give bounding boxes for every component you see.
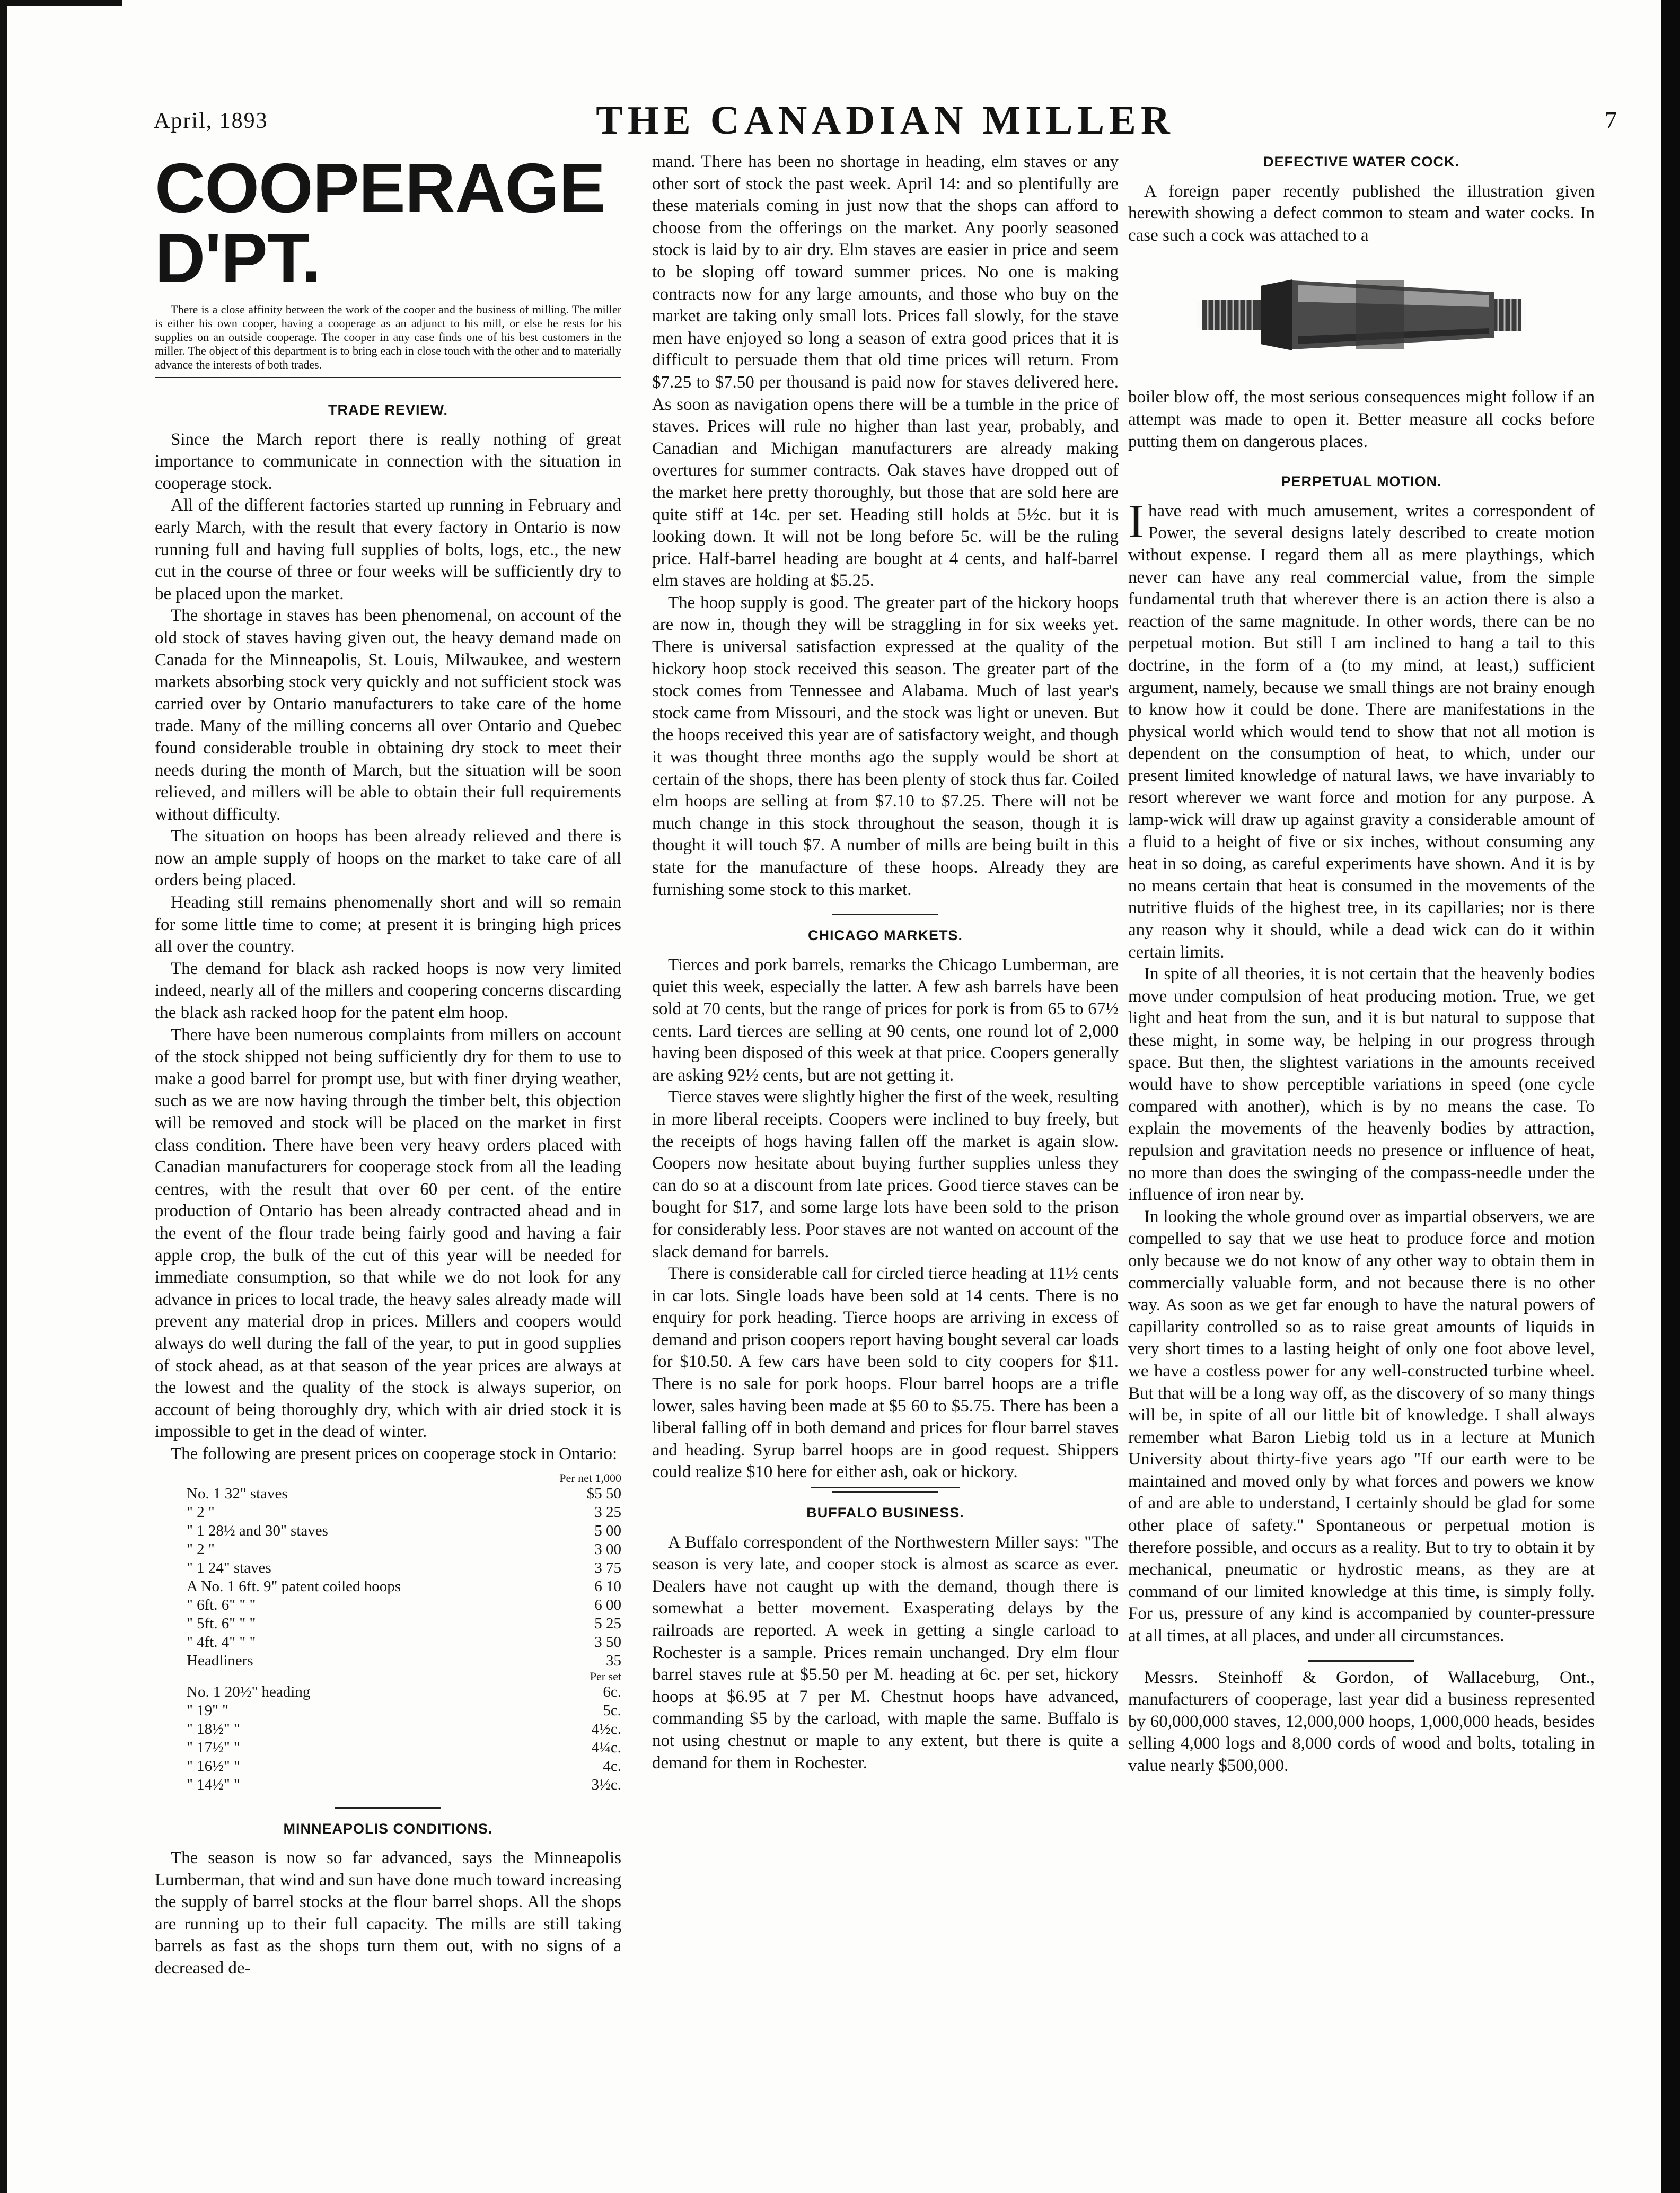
water-cock-illustration — [1197, 265, 1526, 365]
price-item: " 4ft. 4" " " — [187, 1633, 256, 1651]
price-row — [155, 1503, 621, 1522]
divider — [335, 1807, 441, 1809]
price-item: " 5ft. 6" " " — [187, 1615, 256, 1632]
price-item: A No. 1 6ft. 9" patent coiled hoops — [187, 1577, 401, 1595]
price-row — [155, 1652, 621, 1670]
paragraph-text: have read with much amusement, writes a correspondent of Power, the several designs lately described to create motion without expense. I regard them all as mere playthings, which never can have any real commercial value, from the simple fundamental truth that wherever there is an action there is also a reaction of the same magnitude. In other words, there can be no perpetual motion. But still I am inclined to hang a tail to this doctrine, in the form of a (to my mind, at least,) sufficient argument, namely, because we small things are not brainy enough to know how it could be done. There are manifestations in the physical world which would tend to show that not all motion is dependent on the consumption of heat, to which, under our present limited knowledge of natural laws, we have invariably to resort wherever we want force and motion for any purpose. A lamp-wick will draw up against gravity a considerable amount of a fluid to a height of five or six inches, without consuming any heat in so doing, as careful experiments have shown. And it is by no means certain that heat is consumed in the movements of the nutritive fluids of the highest tree, in its capillaries; nor is there any reason why it should, while a dead wick can do it within certain limits. — [1128, 501, 1595, 962]
paragraph: A foreign paper recently published the illustration given herewith showing a defect common to steam and water cocks. In case such a cock was attached to a — [1128, 181, 1595, 245]
threaded-end-left — [1202, 300, 1261, 330]
paragraph: In looking the whole ground over as impartial observers, we are compelled to say that we use heat to produce force and motion only because we do not know of any other way to obtain them in commercially valuable form, and not because there is no other way. As soon as we get far enough to have the natural powers of capillarity controlled so as to raise great amounts of liquids in very short times to a lasting height of only one foot above level, we have a costless power for any well-constructed turbine wheel. But that will be a long way off, as the discovery of so many things will be, in spite of all our little bit of knowledge. I shall always remember what Baron Liebig told us in a lecture at Munich University about thirty-five years ago "If our earth were to be maintained and moved only by what forces and powers we know of and are able to understand, I certainly should be glad for some other place of safety." Spontaneous or perpetual motion is therefore possible, and occurs as a reality. But to try to obtain it by mechanical, pneumatic or hydrostic means, as they are at command of our limited knowledge at this time, is simply folly. For us, pressure of any kind is accompanied by counter-pressure at all times, at all places, and under all circumstances. — [1128, 1207, 1595, 1646]
price-value: 4½c. — [591, 1720, 621, 1738]
price-value: 5c. — [603, 1701, 621, 1719]
hex-nut — [1261, 279, 1292, 350]
water-cock-heading: DEFECTIVE WATER COCK. — [1263, 154, 1459, 170]
price-item: " 1 28½ and 30" staves — [187, 1522, 328, 1539]
paragraph: In spite of all theories, it is not certain that the heavenly bodies move under compulsion of heat producing motion. True, we get light and heat from the sun, and it is but natural to suppose that these might, in some way, be helping in our progress through space. But then, the slightest variations in the amounts received would have to show perceptible variations in speed (one cycle compared with another), which is by no means the case. To explain the movements of the heavenly bodies by attraction, repulsion and gravitation needs no presence or influence of heat, no more than does the swinging of the compass-needle under the influence of iron near by. — [1128, 964, 1595, 1205]
price-row — [155, 1776, 621, 1794]
price-item: " 6ft. 6" " " — [187, 1596, 256, 1613]
divider — [811, 1487, 960, 1488]
paragraph: A Buffalo correspondent of the Northwestern Miller says: "The season is very late, and cooper stock is almost as scarce as ever. Dealers have not caught up with the demand, though there is somewhat a better movement. Exasperating delays by the railroads are reported. A week in getting a single carload to Rochester is a sample. Prices remain unchanged. Dry elm flour barrel staves rule at $5.50 per M. heading at 6c. per set, hickory hoops at $6.95 at 7 per M. Chestnut hoops have advanced, commanding $5 by the carload, with maple the same. Buffalo is not using chestnut or maple to any extent, but there is quite a demand for them in Rochester. — [652, 1532, 1119, 1773]
paragraph: All of the different factories started up running in February and early March, with the result that every factory in Ontario is now running full and having full supplies of bolts, logs, etc., the new cut in the course of three or four weeks will be sufficiently dry to be placed upon the market. — [155, 496, 621, 603]
threaded-end-right — [1494, 299, 1521, 331]
price-value: 5 25 — [594, 1615, 621, 1632]
divider — [832, 914, 938, 915]
price-value: 6 00 — [594, 1596, 621, 1613]
price-row — [155, 1485, 621, 1503]
price-value: 6 10 — [594, 1577, 621, 1595]
price-value: 4c. — [603, 1757, 621, 1775]
minneapolis-heading: MINNEAPOLIS CONDITIONS. — [283, 1820, 493, 1837]
price-item: " 1 24" staves — [187, 1559, 271, 1576]
price-value: $5 50 — [586, 1485, 621, 1502]
price-value: 5 00 — [594, 1522, 621, 1539]
price-row — [155, 1757, 621, 1776]
price-row — [155, 1522, 621, 1540]
publication-title: THE CANADIAN MILLER — [596, 98, 1175, 143]
price-table-header: Per set — [590, 1669, 621, 1683]
drop-cap: I — [1128, 495, 1144, 548]
price-item: " 2 " — [187, 1540, 215, 1558]
column-2 — [652, 151, 1119, 1774]
column-1 — [155, 151, 621, 1980]
price-item: No. 1 20½" heading — [187, 1683, 311, 1700]
price-item: " 2 " — [187, 1503, 215, 1521]
paragraph: There have been numerous complaints from millers on account of the stock shipped not being sufficiently dry for them to use to make a good barrel for prompt use, but with finer drying weather, such as we are now having through the timber belt, this objection will be removed and stock will be placed on the market in first class condition. There have been very heavy orders placed with Canadian manufacturers for cooperage stock from all the leading centres, with the result that over 60 per cent. of the entire production of Ontario has been already contracted ahead and in the event of the flour trade being fairly good and having a fair apple crop, the bulk of the cut of this year will be needed for immediate consumption, so that while we do not look for any advance in prices to local trade, the heavy sales already made will prevent any material drop in prices. Millers and coopers would always do well during the fall of the year, to put in good supplies of stock ahead, as at that season of the year prices are always at the lowest and the quality of the stock is always superior, on account of being thoroughly dry, which with air dried stock it is impossible to get in the dead of winter. — [155, 1025, 621, 1442]
paragraph: mand. There has been no shortage in heading, elm staves or any other sort of stock the past week. April 14: and so plentifully are these materials coming in just now that the shops can afford to choose from the offerings on the market. Any poorly seasoned stock is laid by to air dry. Elm staves are easier in price and seem to be sloping off toward summer prices. No one is making contracts now for any large amounts, and those who buy on the market are taking only small lots. Prices fall slowly, for the stave men have enjoyed so long a season of extra good prices that it is difficult to persuade them that old time prices will return. From $7.25 to $7.50 per thousand is paid now for staves delivered here. As soon as navigation opens there will be a tumble in the price of staves. Prices will rule no higher than last year, probably, and Canadian and Michigan manufacturers are already making overtures for summer contracts. Oak staves have dropped out of the market here pretty thoroughly, but those that are sold here are quite stiff at 14c. per set. Heading still holds at 5½c. but it is looking down. It will not be long before 5c. will be the ruling price. Half-barrel heading are bought at 4 cents, and half-barrel elm staves are holding at $5.25. — [652, 152, 1119, 591]
price-value: 4¼c. — [591, 1739, 621, 1756]
divider — [1308, 1660, 1414, 1662]
masthead — [154, 100, 1617, 142]
price-row — [155, 1683, 621, 1701]
price-row — [155, 1596, 621, 1615]
price-table — [155, 1472, 621, 1794]
paragraph: The following are present prices on cooperage stock in Ontario: — [171, 1444, 618, 1463]
trade-review-heading: TRADE REVIEW. — [328, 402, 448, 418]
chicago-heading: CHICAGO MARKETS. — [808, 927, 963, 944]
price-row — [155, 1701, 621, 1720]
scan-edge-right — [1661, 0, 1680, 2193]
price-value: 35 — [606, 1652, 621, 1669]
price-row — [155, 1633, 621, 1652]
paragraph: The shortage in staves has been phenomenal, on account of the old stock of staves having given out, the heavy demand made on Canada for the Minneapolis, St. Louis, Milwaukee, and western markets absorbing stock very quickly and not sufficient stock was carried over by Ontario manufacturers to take care of the home trade. Many of the milling concerns all over Ontario and Quebec found considerable trouble in obtaining dry stock to meet their needs during the month of March, but the situation will be soon relieved, and millers will be able to obtain their full requirements without difficulty. — [155, 606, 621, 824]
scan-edge-left — [0, 0, 7, 2193]
section-title: COOPERAGE D'PT. — [155, 149, 605, 297]
price-row — [155, 1577, 621, 1596]
divider — [832, 1491, 938, 1493]
perpetual-motion-heading: PERPETUAL MOTION. — [1281, 473, 1442, 490]
price-item: " 19" " — [187, 1701, 229, 1719]
price-value: 3½c. — [591, 1776, 621, 1793]
price-value: 3 50 — [594, 1633, 621, 1651]
paragraph — [1128, 495, 1595, 963]
price-row — [155, 1739, 621, 1757]
price-item: Headliners — [187, 1652, 253, 1669]
price-item: " 17½" " — [187, 1739, 240, 1756]
paragraph: The season is now so far advanced, says the Minneapolis Lumberman, that wind and sun have done much toward increasing the supply of barrel stocks at the flour barrel shops. All the shops are running up to their full capacity. The mills are still taking barrels as fast as the shops turn them out, with no signs of a decreased de- — [155, 1848, 621, 1978]
paragraph: Tierce staves were slightly higher the first of the week, resulting in more liberal receipts. Coopers were inclined to buy freely, but the receipts of hogs having fallen off the market is again slow. Coopers now hesitate about buying further supplies unless they can do so at a discount from late prices. Good tierce staves can be bought for $17, and some large lots have been sold to the prison for considerably less. Poor staves are not wanted on account of the slack demand for barrels. — [652, 1087, 1119, 1261]
buffalo-heading: BUFFALO BUSINESS. — [806, 1505, 964, 1521]
page-number: 7 — [1605, 107, 1617, 134]
column-3 — [1128, 151, 1595, 1777]
price-item: " 16½" " — [187, 1757, 240, 1775]
paragraph: Heading still remains phenomenally short and will so remain for some little time to come; at present it is bringing high prices all over the country. — [155, 893, 621, 957]
price-value: 3 00 — [594, 1540, 621, 1558]
paragraph: The hoop supply is good. The greater part of the hickory hoops are now in, though they will be straggling in for six weeks yet. There is universal satisfaction expressed at the quality of the hickory hoop stock received this season. The greater part of the stock comes from Tennessee and Alabama. Much of last year's stock came from Missouri, and the stock was light or uneven. But the hoops received this year are of satisfactory weight, and though it was thought three months ago the supply would be short at certain of the shops, there has been plenty of stock thus far. Coiled elm hoops are selling at from $7.10 to $7.25. There will not be much change in this stock throughout the season, though it is thought it will touch $7. A number of mills are being built in this state for the manufacture of these hoops. Already they are furnishing some stock to this market. — [652, 593, 1119, 899]
paragraph: There is considerable call for circled tierce heading at 11½ cents in car lots. Single loads have been sold at 14 cents. There is no enquiry for pork heading. Tierce hoops are arriving in excess of demand and prison coopers report having bought several car loads for $10.50. A few cars have been sold to city coopers for $11. There is no sale for pork hoops. Flour barrel hoops are a trifle lower, sales having been made at $5 60 to $5.75. There has been a liberal falling off in both demand and prices for flour barrel staves and heading. Syrup barrel hoops are in good request. Shippers could realize $10 here for either ash, oak or hickory. — [652, 1264, 1119, 1482]
price-row — [155, 1559, 621, 1577]
divider — [155, 377, 621, 378]
price-item: " 18½" " — [187, 1720, 240, 1738]
paragraph: boiler blow off, the most serious consequences might follow if an attempt was made to open it. Better measure all cocks before putting them on dangerous places. — [1128, 388, 1595, 451]
paragraph: Messrs. Steinhoff & Gordon, of Wallaceburg, Ont., manufacturers of cooperage, last year did a business represented by 60,000,000 staves, 12,000,000 hoops, 1,000,000 heads, besides selling 4,000 logs and 8,000 cords of wood and bolts, totaling in value nearly $500,000. — [1128, 1668, 1595, 1775]
price-value: 6c. — [603, 1683, 621, 1700]
paragraph: Tierces and pork barrels, remarks the Chicago Lumberman, are quiet this week, especially the latter. A few ash barrels have been sold at 70 cents, but the range of prices for pork is from 65 to 67½ cents. Lard tierces are selling at 90 cents, one round lot of 2,000 having been disposed of this week at that price. Coopers generally are asking 92½ cents, but are not getting it. — [652, 955, 1119, 1085]
price-row — [155, 1720, 621, 1739]
price-value: 3 25 — [594, 1503, 621, 1521]
paragraph: The situation on hoops has been already relieved and there is now an ample supply of hoops on the market to take care of all orders being placed. — [155, 827, 621, 890]
price-row — [155, 1540, 621, 1559]
price-row — [155, 1615, 621, 1633]
paragraph: The demand for black ash racked hoops is now very limited indeed, nearly all of the millers and coopering concerns discarding the black ash racked hoop for the patent elm hoop. — [155, 959, 621, 1023]
scan-edge-top — [0, 0, 122, 6]
price-table-header: Per net 1,000 — [559, 1471, 621, 1485]
issue-date: April, 1893 — [154, 109, 268, 133]
price-item: No. 1 32" staves — [187, 1485, 288, 1502]
price-value: 3 75 — [594, 1559, 621, 1576]
price-item: " 14½" " — [187, 1776, 240, 1793]
section-intro: There is a close affinity between the work of the cooper and the business of milling. The miller is either his own cooper, having a cooperage as an adjunct to his mill, or else he rests for his supplies on an outside cooperage. The cooper in any case finds one of his best customers in the miller. The object of this department is to bring each in close touch with the other and to materially advance the interests of both trades. — [155, 303, 621, 371]
paragraph: Since the March report there is really nothing of great importance to communicate in connection with the situation in cooperage stock. — [155, 429, 621, 493]
